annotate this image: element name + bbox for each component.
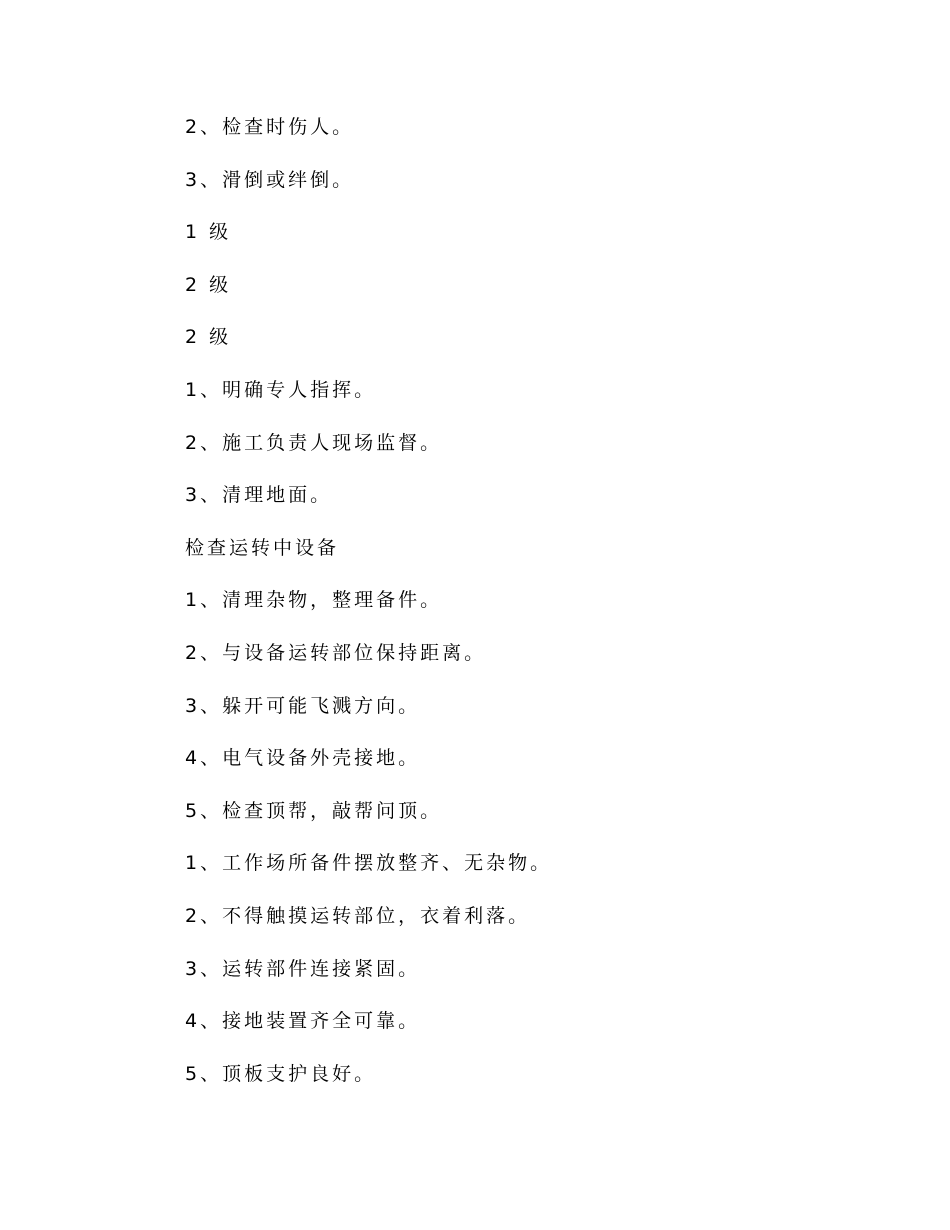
text-line: 1、明确专人指挥。 (185, 378, 377, 401)
section-heading: 检查运转中设备 (185, 536, 340, 559)
document-body (185, 110, 885, 1109)
text-line: 2 级 (185, 326, 232, 349)
text-line: 1 级 (185, 221, 232, 244)
text-line: 3、清理地面。 (185, 484, 333, 507)
text-line: 3、滑倒或绊倒。 (185, 168, 355, 191)
text-line: 2、与设备运转部位保持距离。 (185, 641, 487, 664)
text-line: 2、不得触摸运转部位，衣着利落。 (185, 904, 531, 927)
text-line: 2、施工负责人现场监督。 (185, 431, 443, 454)
text-line: 3、躲开可能飞溅方向。 (185, 694, 421, 717)
text-line: 2 级 (185, 273, 232, 296)
text-line: 4、接地装置齐全可靠。 (185, 1010, 421, 1033)
text-line: 5、顶板支护良好。 (185, 1062, 377, 1085)
text-line: 5、检查顶帮，敲帮问顶。 (185, 799, 443, 822)
text-line: 1、工作场所备件摆放整齐、无杂物。 (185, 852, 553, 875)
text-line: 2、检查时伤人。 (185, 116, 355, 138)
text-line: 4、电气设备外壳接地。 (185, 747, 421, 770)
text-line: 1、清理杂物，整理备件。 (185, 589, 443, 612)
text-line: 3、运转部件连接紧固。 (185, 957, 421, 980)
